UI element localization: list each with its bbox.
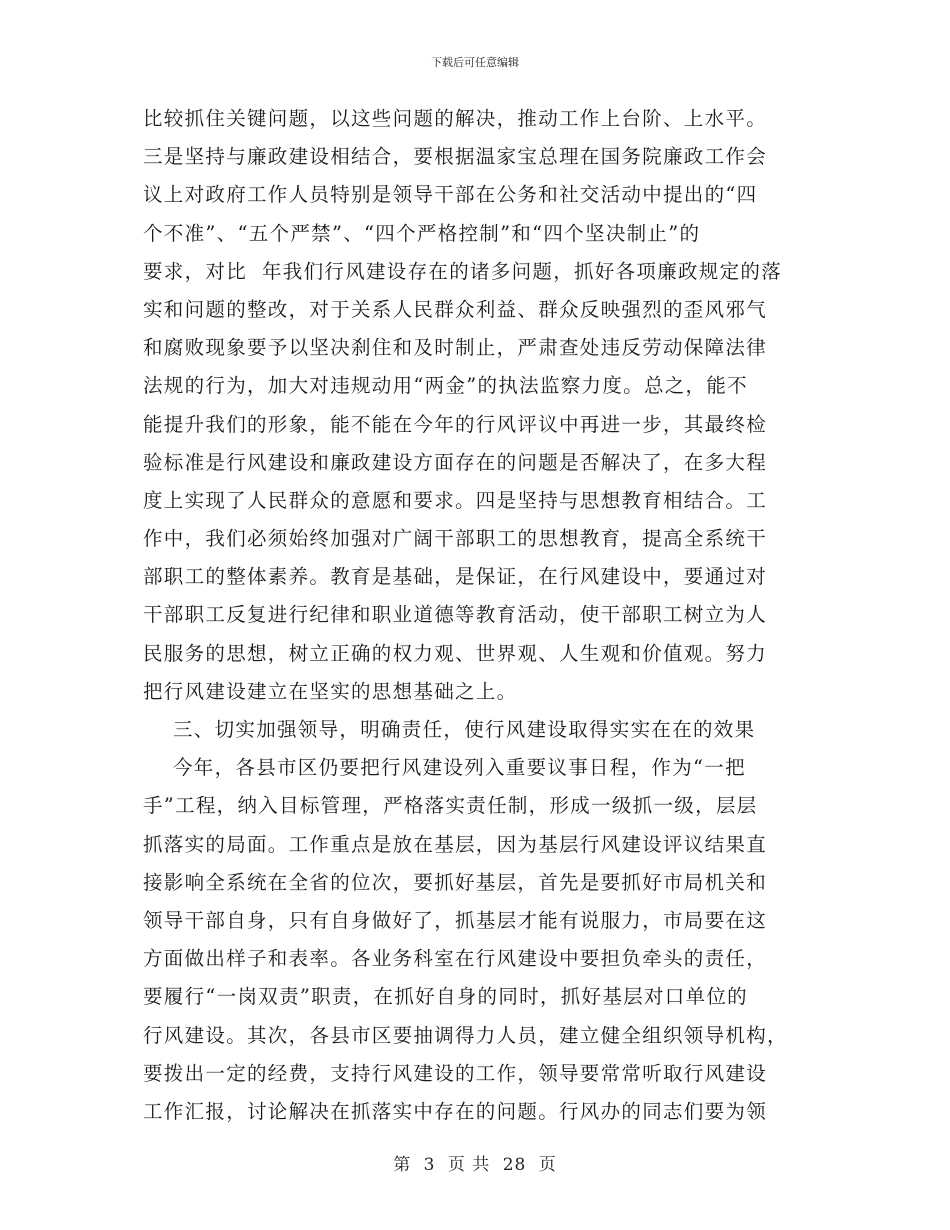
text-line: 比较抓住关键问题，以这些问题的解决，推动工作上台阶、上水平。 (143, 107, 768, 130)
text-line: 和腐败现象要予以坚决刹住和及时制止，严肃查处违反劳动保障法律 (143, 336, 768, 360)
text-line: 要拨出一定的经费，支持行风建设的工作，领导要常常听取行风建设 (143, 1061, 768, 1085)
document-body (143, 100, 808, 1131)
text-line: 民服务的思想，树立正确的权力观、世界观、人生观和价值观。努力 (143, 641, 768, 665)
text-line: 法规的行为，加大对违规动用“两金”的执法监察力度。总之，能不 (143, 374, 748, 398)
text-line: 部职工的整体素养。教育是基础，是保证，在行风建设中，要通过对 (143, 565, 768, 589)
text-line: 手”工程，纳入目标管理，严格落实责任制，形成一级抓一级，层层 (143, 794, 758, 818)
page-header: 下载后可任意编辑 (431, 56, 519, 69)
text-line: 要求，对比 年我们行风建设存在的诸多问题，抓好各项廉政规定的落 (143, 259, 782, 283)
text-line: 接影响全系统在全省的位次，要抓好基层，首先是要抓好市局机关和 (143, 870, 768, 894)
text-line: 工作汇报，讨论解决在抓落实中存在的问题。行风办的同志们要为领 (143, 1099, 768, 1123)
text-line: 干部职工反复进行纪律和职业道德等教育活动，使干部职工树立为人 (143, 603, 768, 627)
text-line: 实和问题的整改，对于关系人民群众利益、群众反映强烈的歪风邪气 (143, 297, 768, 321)
current-page-number: 3 (423, 1155, 436, 1175)
text-line: 作中，我们必须始终加强对广阔干部职工的思想教育，提高全系统干 (143, 527, 768, 551)
text-line: 今年，各县市区仍要把行风建设列入重要议事日程，作为“一把 (143, 756, 746, 780)
text-line: 三是坚持与廉政建设相结合，要根据温家宝总理在国务院廉政工作会 (143, 145, 768, 169)
text-line: 把行风建设建立在坚实的思想基础之上。 (143, 679, 518, 703)
text-line: 领导干部自身，只有自身做好了，抓基层才能有说服力，市局要在这 (143, 908, 768, 932)
text-line: 个不准”、“五个严禁”、“四个严格控制”和“四个坚决制止”的 (143, 221, 701, 245)
page-label-suffix: 页 (538, 1155, 557, 1175)
text-line: 度上实现了人民群众的意愿和要求。四是坚持与思想教育相结合。工 (143, 488, 768, 512)
total-page-count: 28 (502, 1155, 527, 1175)
text-line: 验标准是行风建设和廉政建设方面存在的问题是否解决了，在多大程 (143, 450, 768, 474)
text-line: 抓落实的局面。工作重点是放在基层，因为基层行风建设评议结果直 (143, 832, 768, 856)
text-line: 要履行“一岗双责”职责，在抓好自身的同时，抓好基层对口单位的 (143, 985, 748, 1009)
text-line: 议上对政府工作人员特别是领导干部在公务和社交活动中提出的“四 (143, 183, 758, 207)
text-line: 行风建设。其次，各县市区要抽调得力人员，建立健全组织领导机构， (143, 1023, 788, 1047)
page-label-prefix: 第 (393, 1155, 412, 1175)
page-footer (0, 1150, 950, 1175)
page-label-middle: 页 共 (447, 1155, 491, 1175)
section-heading: 三、切实加强领导，明确责任，使行风建设取得实实在在的效果 (143, 718, 756, 741)
text-line: 能提升我们的形象，能不能在今年的行风评议中再进一步，其最终检 (143, 412, 768, 436)
text-line: 方面做出样子和表率。各业务科室在行风建设中要担负牵头的责任， (143, 947, 768, 971)
